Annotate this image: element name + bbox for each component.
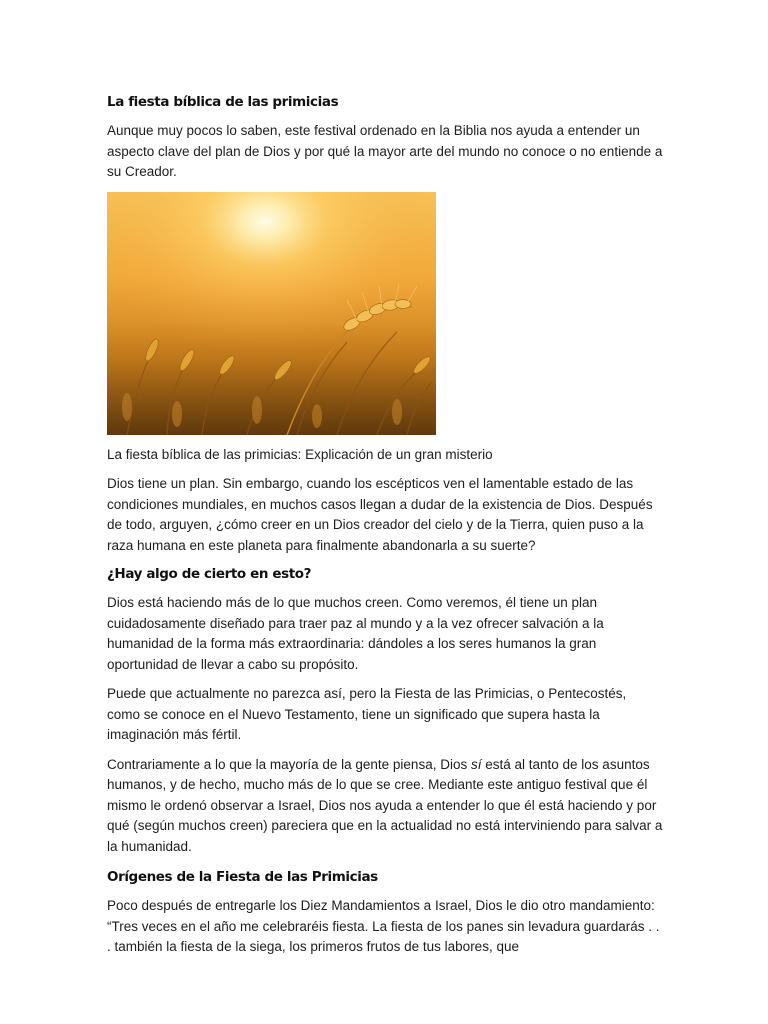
section-heading-origins: Orígenes de la Fiesta de las Primicias — [107, 869, 378, 885]
intro-paragraph: Aunque muy pocos lo saben, este festival ordenado en la Biblia nos ayuda a entender un aspecto clave del plan de Dios y por qué la mayor arte del mundo no conoce o no entiende a su Creador. — [107, 123, 663, 179]
article-title: La fiesta bíblica de las primicias — [107, 94, 339, 110]
emphasis-si: sí — [470, 756, 482, 772]
paragraph-human-affairs — [107, 755, 663, 858]
article-body — [107, 93, 663, 967]
paragraph-pentecost: Puede que actualmente no parezca así, pero la Fiesta de las Primicias, o Pentecostés, como se conoce en el Nuevo Testamento, tiene un significado que supera hasta la imaginación más fértil. — [107, 686, 627, 742]
paragraph-origins: Poco después de entregarle los Diez Mandamientos a Israel, Dios le dio otro mandamiento: “Tres veces en el año me celebraréis fiesta. La fiesta de los panes sin levadura guardarás . . . también la fiesta de la siega, los primeros frutos de tus labores, que — [107, 898, 660, 954]
image-caption: La fiesta bíblica de las primicias: Explicación de un gran misterio — [107, 446, 493, 462]
paragraph-4-start: Contrariamente a lo que la mayoría de la gente piensa, Dios — [107, 756, 471, 772]
paragraph-4-rest: está al tanto de los asuntos humanos, y de hecho, mucho más de lo que se cree. Mediante este antiguo festival que él mismo le ordenó observar a Israel, Dios nos ayuda a entender lo que él está haciendo y por qué (según muchos creen) pareciera que en la actualidad no está interviniendo para salvar a la humanidad. — [107, 756, 663, 854]
paragraph-god-working: Dios está haciendo más de lo que muchos creen. Como veremos, él tiene un plan cuidadosamente diseñado para traer paz al mundo y a la vez ofrecer salvación a la humanidad de la forma más extraordinaria: dándoles a los seres humanos la gran oportunidad de llevar a cabo su propósito. — [107, 595, 604, 672]
paragraph-plan: Dios tiene un plan. Sin embargo, cuando los escépticos ven el lamentable estado de las condiciones mundiales, en muchos casos llegan a dudar de la existencia de Dios. Después de todo, arguyen, ¿cómo creer en un Dios creador del cielo y de la Tierra, quien puso a la raza humana en este planeta para finalmente abandonarla a su suerte? — [107, 476, 653, 553]
wheat-field-image — [107, 192, 436, 435]
section-heading-truth: ¿Hay algo de cierto en esto? — [107, 566, 312, 582]
wheat-field-illustration — [107, 192, 436, 435]
